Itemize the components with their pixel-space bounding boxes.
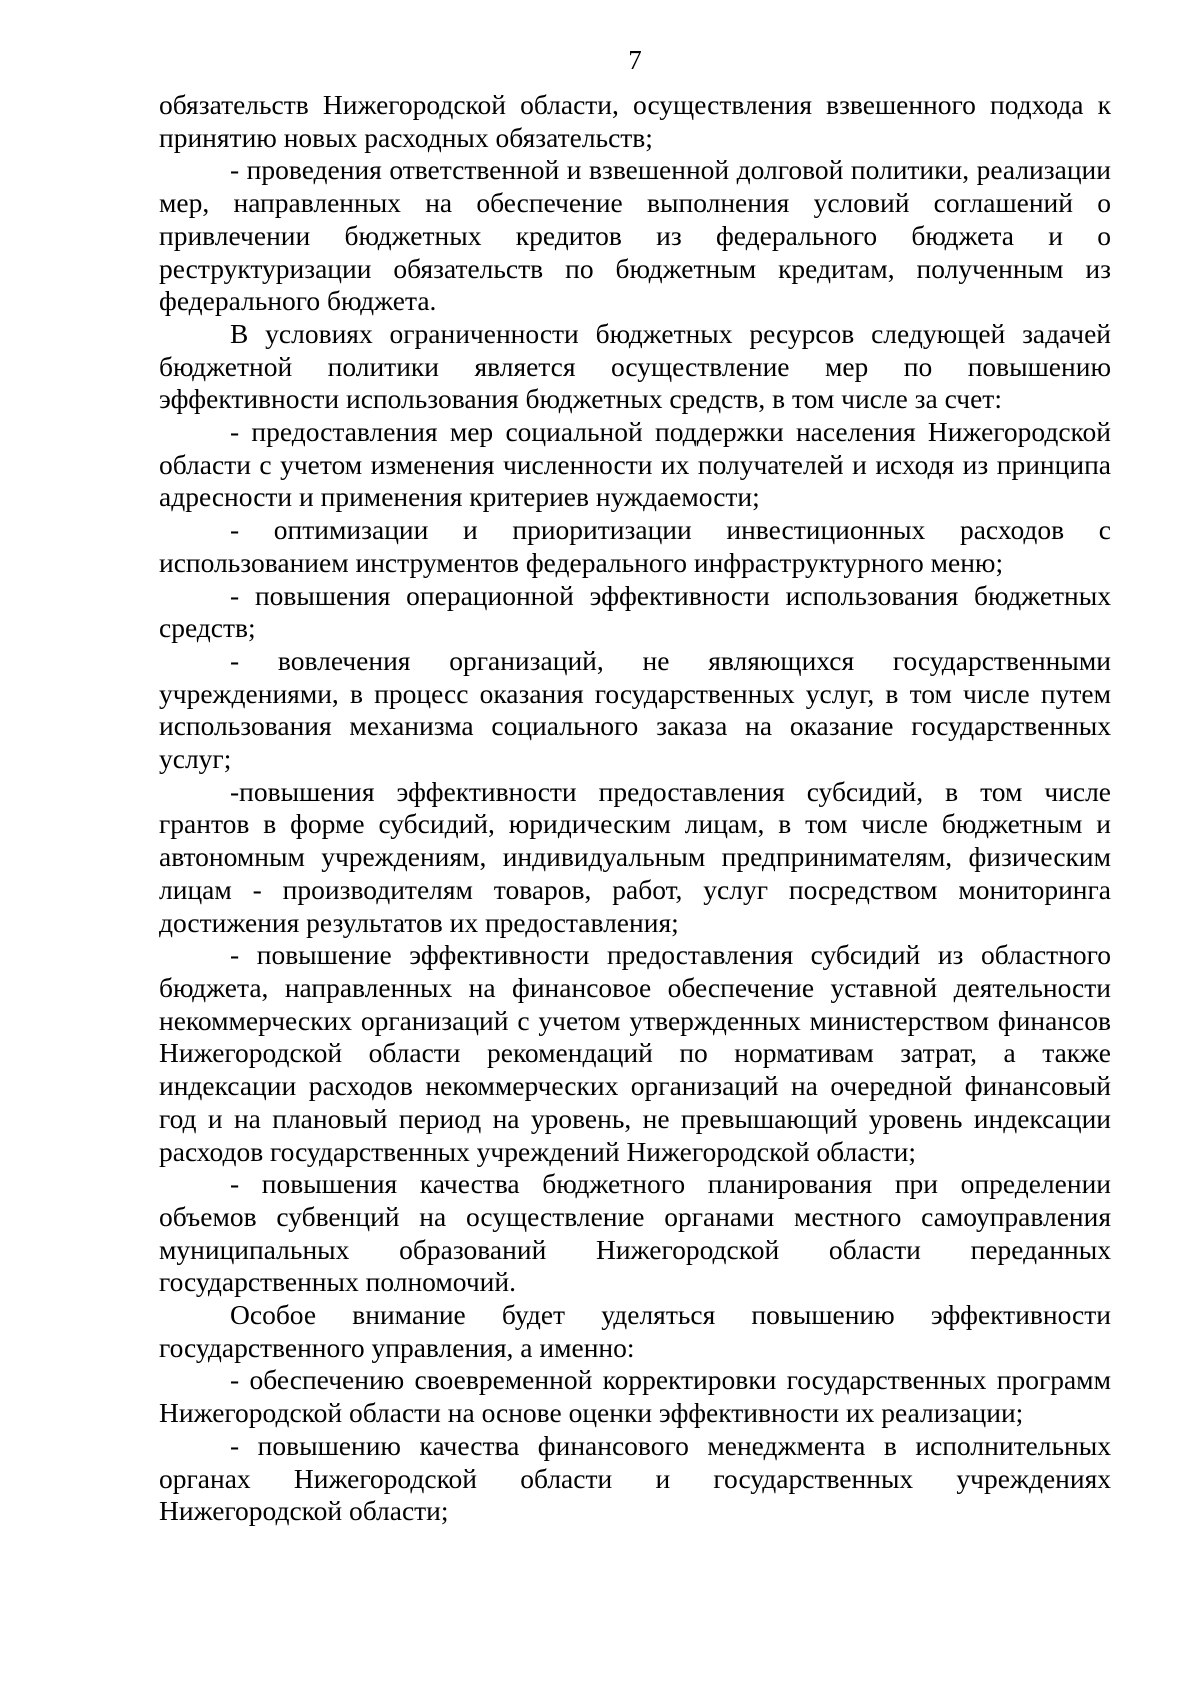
paragraph-8: -повышения эффективности предоставления субсидий, в том числе грантов в форме субсидий, юридическим лицам, в том числе бюджетным и автономным учреждениям, индивидуальным предпринимателям, физическим лицам - производителям товаров, работ, услуг посредством мониторинга достижения результатов их предоставления;: [159, 775, 1111, 938]
paragraph-3: В условиях ограниченности бюджетных ресурсов следующей задачей бюджетной политики является осуществление мер по повышению эффективности использования бюджетных средств, в том числе за счет:: [159, 317, 1111, 415]
paragraph-11: Особое внимание будет уделяться повышению эффективности государственного управления, а именно:: [159, 1299, 1111, 1363]
paragraph-2: - проведения ответственной и взвешенной долговой политики, реализации мер, направленных на обеспечение выполнения условий соглашений о привлечении бюджетных кредитов из федерального бюджета и о реструктуризации обязательств по бюджетным кредитам, полученным из федерального бюджета.: [159, 154, 1111, 317]
paragraph-10: - повышения качества бюджетного планирования при определении объемов субвенций на осуществление органами местного самоуправления муниципальных образований Нижегородской области переданных государственных полномочий.: [159, 1168, 1111, 1298]
paragraph-4: - предоставления мер социальной поддержки населения Нижегородской области с учетом изменения численности их получателей и исходя из принципа адресности и применения критериев нуждаемости;: [159, 416, 1111, 513]
paragraph-1: обязательств Нижегородской области, осуществления взвешенного подхода к принятию новых расходных обязательств;: [159, 89, 1111, 153]
paragraph-9: - повышение эффективности предоставления субсидий из областного бюджета, направленных на финансовое обеспечение уставной деятельности некоммерческих организаций с учетом утвержденных министерством финансов Нижегородской области рекомендаций по нормативам затрат, а также индексации расходов некоммерческих организаций на очередной финансовый год и на плановый период на уровень, не превышающий уровень индексации расходов государственных учреждений Нижегородской области;: [159, 939, 1111, 1167]
paragraph-12: - обеспечению своевременной корректировки государственных программ Нижегородской области на основе оценки эффективности их реализации;: [159, 1364, 1111, 1429]
paragraph-13: - повышению качества финансового менеджмента в исполнительных органах Нижегородской области и государственных учреждениях Нижегородской области;: [159, 1429, 1111, 1527]
document-body: [159, 89, 1111, 1528]
page-number: 7: [628, 45, 642, 75]
paragraph-5: - оптимизации и приоритизации инвестиционных расходов с использованием инструментов федерального инфраструктурного меню;: [159, 514, 1111, 578]
paragraph-7: - вовлечения организаций, не являющихся государственными учреждениями, в процесс оказания государственных услуг, в том числе путем использования механизма социального заказа на оказание государственных услуг;: [159, 644, 1111, 775]
paragraph-6: - повышения операционной эффективности использования бюджетных средств;: [159, 579, 1111, 644]
